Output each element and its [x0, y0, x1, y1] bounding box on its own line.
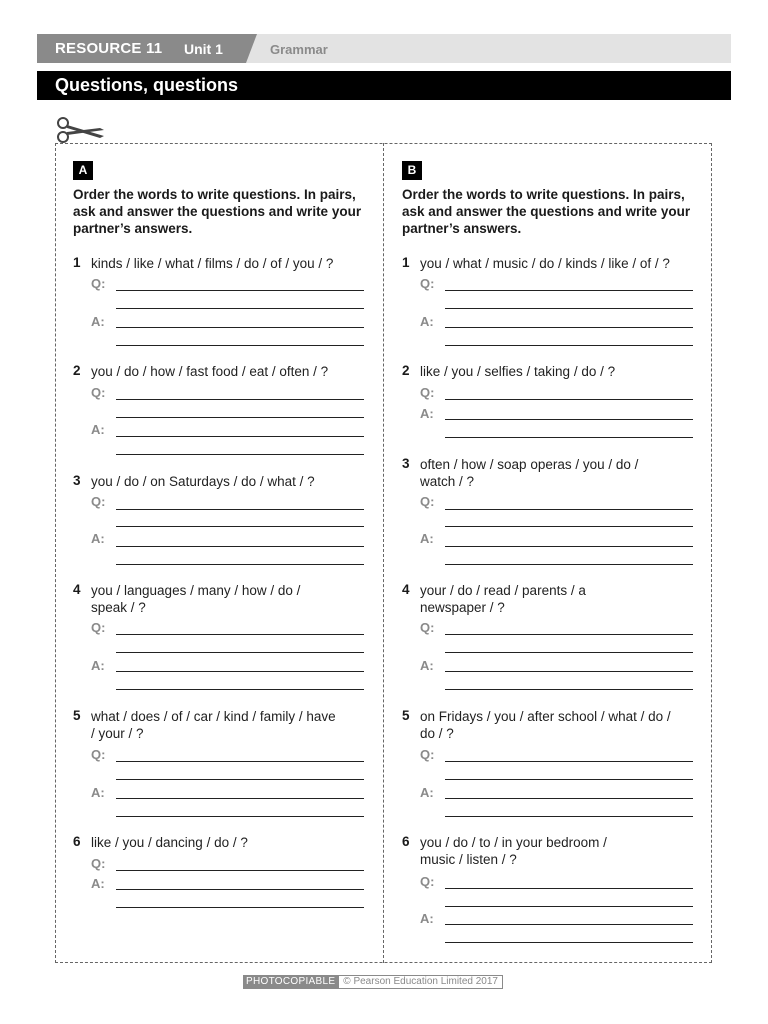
question-label: Q: [91, 494, 106, 509]
a-item-6-number: 6 [73, 834, 81, 849]
column-b-instructions: Order the words to write questions. In pairs, ask and answer the questions and write your partner’s answers. [402, 187, 691, 236]
answer-line[interactable] [116, 308, 364, 309]
question-label: Q: [420, 747, 435, 762]
answer-line[interactable] [116, 526, 364, 527]
answer-line[interactable] [116, 454, 364, 455]
b-item-5-prompt: on Fridays / you / after school / what / do / do / ? [420, 709, 671, 741]
a-item-1-prompt: kinds / like / what / films / do / of / you / ? [91, 256, 334, 271]
answer-label: A: [91, 658, 105, 673]
b-item-2-number: 2 [402, 363, 410, 378]
photocopiable-label: PHOTOCOPIABLE [243, 975, 338, 989]
answer-line[interactable] [116, 634, 364, 635]
a-item-6-prompt: like / you / dancing / do / ? [91, 835, 248, 850]
answer-line[interactable] [445, 798, 693, 799]
column-a-badge: A [73, 161, 93, 180]
answer-label: A: [420, 406, 434, 421]
answer-line[interactable] [445, 906, 693, 907]
answer-label: A: [91, 314, 105, 329]
answer-line[interactable] [116, 671, 364, 672]
question-label: Q: [91, 620, 106, 635]
answer-line[interactable] [116, 546, 364, 547]
scissors-icon [54, 114, 106, 146]
answer-label: A: [91, 422, 105, 437]
answer-line[interactable] [445, 327, 693, 328]
a-item-4-number: 4 [73, 582, 81, 597]
answer-line[interactable] [116, 327, 364, 328]
answer-line[interactable] [116, 652, 364, 653]
answer-line[interactable] [116, 417, 364, 418]
answer-line[interactable] [445, 345, 693, 346]
answer-line[interactable] [445, 399, 693, 400]
b-item-5-number: 5 [402, 708, 410, 723]
answer-label: A: [420, 314, 434, 329]
answer-line[interactable] [445, 308, 693, 309]
answer-line[interactable] [445, 652, 693, 653]
answer-line[interactable] [116, 564, 364, 565]
b-item-3-number: 3 [402, 456, 410, 471]
answer-line[interactable] [116, 779, 364, 780]
question-label: Q: [420, 494, 435, 509]
b-item-3-prompt: often / how / soap operas / you / do / watch / ? [420, 457, 639, 489]
answer-label: A: [420, 658, 434, 673]
answer-line[interactable] [445, 437, 693, 438]
b-item-6-number: 6 [402, 834, 410, 849]
answer-label: A: [91, 531, 105, 546]
answer-line[interactable] [445, 816, 693, 817]
a-item-2-prompt: you / do / how / fast food / eat / often / ? [91, 364, 329, 379]
column-divider [383, 143, 384, 963]
column-b-badge: B [402, 161, 422, 180]
answer-line[interactable] [445, 689, 693, 690]
answer-line[interactable] [445, 634, 693, 635]
a-item-2-number: 2 [73, 363, 81, 378]
question-label: Q: [420, 874, 435, 889]
resource-label: RESOURCE 11 [55, 40, 163, 57]
column-a-instructions: Order the words to write questions. In pairs, ask and answer the questions and write your partner’s answers. [73, 187, 362, 236]
answer-line[interactable] [445, 761, 693, 762]
answer-line[interactable] [116, 798, 364, 799]
b-item-6-prompt: you / do / to / in your bedroom / music / listen / ? [420, 835, 607, 867]
question-label: Q: [91, 856, 106, 871]
answer-line[interactable] [445, 779, 693, 780]
question-label: Q: [91, 385, 106, 400]
answer-line[interactable] [445, 546, 693, 547]
section-label: Grammar [270, 42, 328, 57]
answer-line[interactable] [116, 436, 364, 437]
a-item-5-prompt: what / does / of / car / kind / family / have / your / ? [91, 709, 336, 741]
answer-line[interactable] [116, 907, 364, 908]
answer-line[interactable] [116, 870, 364, 871]
answer-label: A: [420, 785, 434, 800]
answer-label: A: [420, 531, 434, 546]
a-item-1-number: 1 [73, 255, 81, 270]
b-item-4-number: 4 [402, 582, 410, 597]
a-item-4-prompt: you / languages / many / how / do / speak / ? [91, 583, 301, 615]
answer-line[interactable] [445, 564, 693, 565]
answer-line[interactable] [116, 345, 364, 346]
answer-line[interactable] [445, 290, 693, 291]
a-item-3-number: 3 [73, 473, 81, 488]
answer-line[interactable] [445, 888, 693, 889]
b-item-2-prompt: like / you / selfies / taking / do / ? [420, 364, 616, 379]
answer-line[interactable] [445, 509, 693, 510]
question-label: Q: [91, 276, 106, 291]
answer-line[interactable] [445, 526, 693, 527]
unit-label: Unit 1 [184, 41, 223, 57]
b-item-4-prompt: your / do / read / parents / a newspaper / ? [420, 583, 586, 615]
a-item-5-number: 5 [73, 708, 81, 723]
question-label: Q: [91, 747, 106, 762]
answer-line[interactable] [445, 419, 693, 420]
question-label: Q: [420, 620, 435, 635]
answer-line[interactable] [116, 689, 364, 690]
answer-line[interactable] [116, 509, 364, 510]
answer-line[interactable] [116, 761, 364, 762]
answer-label: A: [91, 876, 105, 891]
question-label: Q: [420, 385, 435, 400]
copyright-notice: © Pearson Education Limited 2017 [338, 975, 503, 989]
answer-label: A: [91, 785, 105, 800]
answer-line[interactable] [445, 924, 693, 925]
answer-line[interactable] [116, 399, 364, 400]
page-title: Questions, questions [55, 75, 239, 95]
b-item-1-number: 1 [402, 255, 410, 270]
answer-line[interactable] [116, 290, 364, 291]
answer-line[interactable] [445, 942, 693, 943]
footer [243, 975, 503, 989]
question-label: Q: [420, 276, 435, 291]
a-item-3-prompt: you / do / on Saturdays / do / what / ? [91, 474, 315, 489]
answer-line[interactable] [445, 671, 693, 672]
b-item-1-prompt: you / what / music / do / kinds / like / of / ? [420, 256, 670, 271]
answer-line[interactable] [116, 816, 364, 817]
answer-label: A: [420, 911, 434, 926]
answer-line[interactable] [116, 889, 364, 890]
